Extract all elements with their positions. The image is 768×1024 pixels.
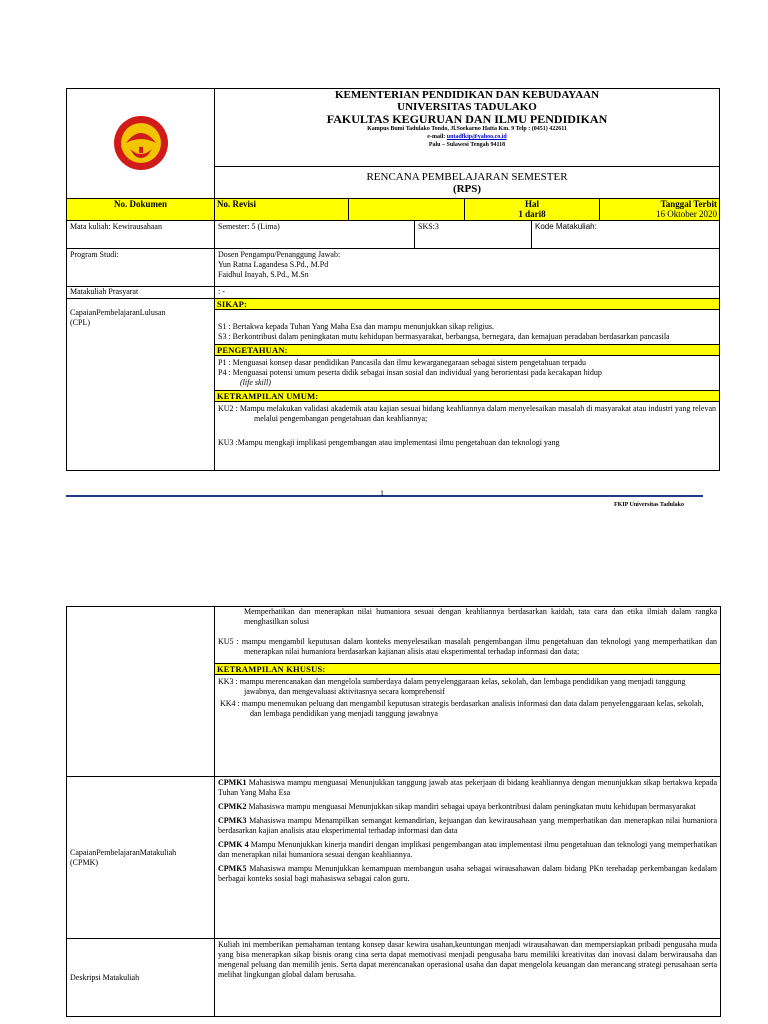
cpmk4-code: CPMK 4: [218, 840, 249, 849]
kode-matakuliah: Kode Matakuliah:: [532, 221, 720, 249]
university-logo: [108, 113, 174, 175]
dosen-label: Dosen Pengampu/Penanggung Jawab:: [218, 250, 341, 259]
logo-cell: [67, 89, 215, 199]
cpl-p1: P1 : Menguasai konsep dasar pendidikan Pancasila dan ilmu kewarganegaraan sebagai sistem pengetahuan terpadu: [218, 358, 586, 367]
dosen-1: Yun Ratna Lagandesa S.Pd., M.Pd: [218, 260, 329, 269]
page-number: 1: [380, 489, 384, 498]
mata-kuliah: Mata kuliah: Kewirausahaan: [67, 221, 215, 249]
sikap-title: SIKAP:: [215, 299, 719, 310]
email-link[interactable]: untadfkip@yahoo.co.id: [446, 134, 507, 140]
cpl-kk4: KK4 : mampu menemukan peluang dan mengambil keputusan strategis berdasarkan analisis informasi dan data dalam penyelenggaraan kelas, sekolah, dan lembaga pendidikan yang menjadi tanggung jawabnya: [220, 699, 704, 718]
cpmk5-code: CPMK5: [218, 864, 247, 873]
header-table: [66, 88, 720, 221]
address-text: Kampus Bumi Tadulako Tondo, Jl.Soekarno Hatta Km. 9 Telp : (0451) 422611: [367, 126, 567, 132]
city-text: Palu – Sulawesi Tengah 94118: [428, 142, 506, 148]
email-line: [217, 133, 717, 141]
dosen-2: Faidhul Inayah, S.Pd., M.Sn: [218, 270, 309, 279]
sks: SKS:3: [415, 221, 532, 249]
cpl-p4-life: (life skill): [240, 378, 271, 387]
cpl-ku5: KU5 : mampu mengambil keputusan dalam konteks menyelesaikan masalah pengembangan ilmu pengetahuan dan teknologi yang memperhatikan dan menerapkan nilai humaniora berdasarkan kajianan alisis atau eksperimental terhadap informasi dan data;: [218, 637, 717, 656]
cpl-ku2: KU2 : Mampu melakukan validasi akademik atau kajian sesuai bidang keahliannya dalam menyelesaikan masalah di masyarakat atau industri yang relevan melalui pengembangan pengetahuan dan keahliannya;: [218, 404, 716, 423]
continuation-table: [66, 606, 721, 1017]
deskripsi-label: Deskripsi Matakuliah: [67, 939, 215, 1017]
cpmk4: [218, 840, 717, 860]
prasyarat-value: : -: [215, 287, 720, 299]
cpmk3-code: CPMK3: [218, 816, 247, 825]
cpl-kk3: KK3 : mampu merencanakan dan mengelola sumberdaya dalam penyelenggaraan kelas, sekolah, dan lembaga pendidikan yang menjadi tanggung jawabnya, dan mengevaluasi aktivitasnya secara komprehensif: [218, 677, 686, 696]
doc-abbr: (RPS): [452, 182, 482, 195]
tanggal-value: 16 Oktober 2020: [656, 209, 718, 219]
email-label: e-mail:: [427, 134, 447, 140]
cpmk3: [218, 816, 717, 836]
cpl-p4: P4 : Menguasai potensi umum peserta didik sebagai insan sosial dan individual yang berorientasi pada kecakapan hidup: [218, 368, 602, 377]
cpmk1-code: CPMK1: [218, 778, 247, 787]
cpl-ku3: KU3 :Mampu mengkaji implikasi pengembangan atau implementasi ilmu pengetahuan dan teknologi yang: [218, 438, 560, 447]
tanggal-label: Tanggal Terbit: [660, 199, 718, 209]
doc-title: RENCANA PEMBELAJARAN SEMESTER: [366, 170, 568, 183]
cpmk5-text: Mahasiswa mampu Menunjukkan kemampuan membangun usaha sebagai wirausahawan dalam bidang PKn terehadap perkembangan kedalam berbagai konteks sosial bagi mahasiswa sebagai calon guru.: [218, 864, 717, 883]
hal-label: Hal: [524, 199, 539, 209]
ku3-continuation: Memperhatikan dan menerapkan nilai humaniora sesuai dengan keahliannya berdasarkan kaidah, tata cara dan etika ilmiah dalam rangka menghasilkan solusi: [244, 607, 717, 626]
cpl-label: CapaianPembelajaranLulusan: [70, 308, 166, 317]
prasyarat-label: Matakuliah Prasyarat: [67, 287, 215, 299]
hal-value: 1 dari8: [518, 209, 546, 219]
cpmk-label: CapaianPembelajaranMatakuliah: [70, 847, 177, 857]
pengetahuan-title: PENGETAHUAN:: [215, 344, 719, 356]
no-dokumen-label: No. Dokumen: [67, 199, 215, 221]
ministry-title: KEMENTERIAN PENDIDIKAN DAN KEBUDAYAAN: [334, 89, 600, 101]
cpmk2-text: Mahasiswa mampu menguasai Menunjukkan sikap mandiri sebagai upaya berkontribusi dalam peningkatan mutu kehidupan bermasyarakat: [246, 802, 696, 811]
faculty-title: FAKULTAS KEGURUAN DAN ILMU PENDIDIKAN: [326, 112, 608, 126]
ku-title: KETRAMPILAN UMUM:: [215, 390, 719, 402]
university-title: UNIVERSITAS TADULAKO: [397, 101, 537, 113]
semester: Semester: 5 (Lima): [215, 221, 415, 249]
course-table: [66, 220, 720, 471]
deskripsi-text: Kuliah ini memberikan pemahaman tentang konsep dasar kewira usahan,keuntungan menjadi wirausahawan dan mempersiapkan pribadi pengusaha muda yang bisa menerapkan sikap bisnis orang cina serta dapat memotivasi menjadi pengusaha baru memiliki kreativitas dan inovasi dalam berwirausaha dan mengenal peluang dan memilih jenis. Serta dapat merencanakan operasional usaha dan dapat mengelola keuangan dan merancang strategi perusahaan serta melihat lingkungan global dalam berusaha.: [215, 939, 721, 1017]
cpmk1: [218, 778, 717, 798]
cpmk2: [218, 802, 717, 812]
cpmk4-text: Mampu Menunjukkan kinerja mandiri dengan implikasi pengembangan atau implementasi ilmu pengetahuan dan teknologi yang memperhatikan dan menerapkan nilai humaniora sesuai dengan keahliannya.: [218, 840, 717, 859]
cpmk-label-abbr: (CPMK): [70, 857, 99, 867]
cpl-label-abbr: (CPL): [70, 318, 90, 327]
cpl-s3: S3 : Berkontribusi dalam peningkatan mutu kehidupan bermasyarakat, berbangsa, bernegara, dan kemajuan peradaban berdasarkan pancasila: [218, 332, 670, 341]
footer-institution: FKIP Universitas Tadulako: [614, 502, 685, 508]
program-studi: Program Studi:: [67, 249, 215, 287]
footer-rule: [66, 495, 703, 497]
cpmk1-text: Mahasiswa mampu menguasai Menunjukkan tanggung jawab atas pekerjaan di bidang keahliannya dengan menunjukkan sikap bertakwa kepada Tuhan Yang Maha Esa: [218, 778, 717, 797]
cpmk2-code: CPMK2: [218, 802, 247, 811]
cpmk5: [218, 864, 717, 884]
no-revisi-label: No. Revisi: [215, 199, 349, 221]
cpmk3-text: Mahasiswa mampu Menampilkan semangat kemandirian, kejuangan dan kewirausahaan yang memperhatikan dan menerapkan nilai humaniora berdasarkan kajian analisis atau eksperimental terhadap informasi dan data: [218, 816, 717, 835]
cpl-s1: S1 : Bertakwa kepada Tuhan Yang Maha Esa dan mampu menunjukkan sikap religius.: [218, 322, 494, 331]
kk-title: KETRAMPILAN KHUSUS:: [215, 663, 720, 675]
